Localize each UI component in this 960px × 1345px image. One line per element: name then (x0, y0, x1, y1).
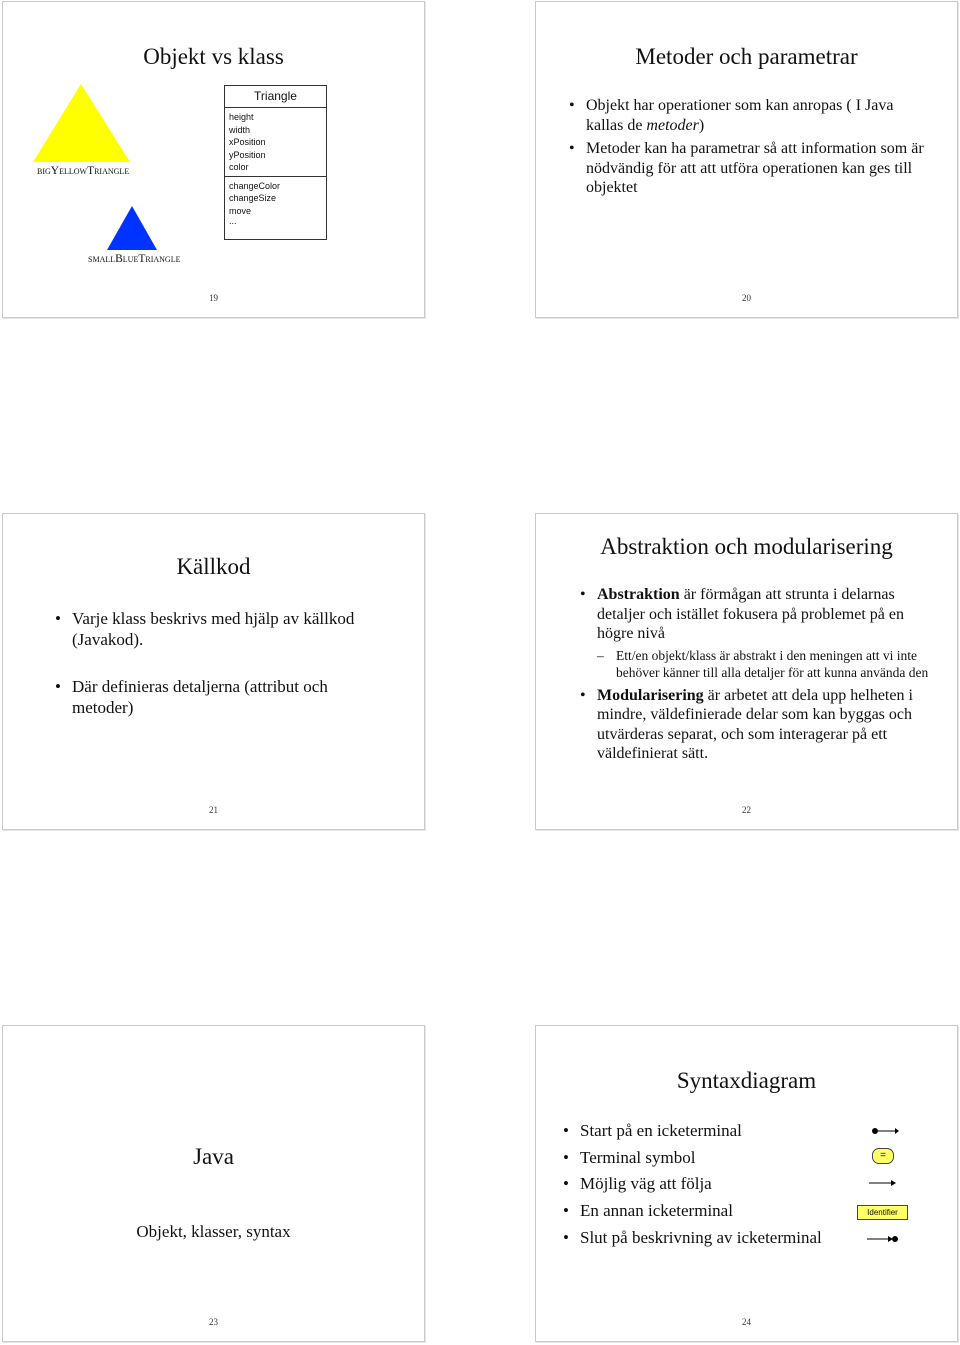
bullet-item: • Modularisering är arbetet att dela upp helheten i mindre, väldefinierade delar som kan byggas och utvärderas separat, och som interagerar på ett väldefinierat sätt. (580, 686, 942, 764)
slide-title: Metoder och parametrar (635, 44, 858, 69)
slide-20 (535, 1, 958, 318)
bullet-item: • Abstraktion är förmågan att strunta i delarnas detaljer och istället fokusera på problemet på en högre nivå (580, 585, 942, 644)
triangle-shapes (3, 2, 424, 317)
big-yellow-triangle (33, 84, 130, 162)
bullet-item: • Metoder kan ha parametrar så att information som är nödvändig för att att utföra operationen kan ges till objektet (569, 139, 929, 198)
bullet-list (563, 1121, 863, 1249)
uml-attribute: height (229, 112, 254, 122)
slide-title: Abstraktion och modularisering (600, 534, 893, 559)
end-nonterminal-icon (867, 1233, 901, 1245)
nonterminal-box-icon: Identifier (857, 1205, 908, 1220)
bullet-list (580, 585, 942, 764)
small-blue-triangle (107, 206, 157, 250)
slide-title: Syntaxdiagram (676, 1068, 817, 1093)
sub-bullet-wrapper (580, 647, 942, 682)
uml-attribute: color (229, 162, 249, 172)
terminal-symbol-icon: = (872, 1148, 894, 1164)
bullet-item: • En annan icketerminal (563, 1201, 863, 1222)
bullet-item: • Slut på beskrivning av icketerminal (563, 1228, 863, 1249)
uml-method: move (229, 205, 252, 216)
uml-attribute: yPosition (229, 149, 266, 160)
slide-number: 23 (209, 1317, 218, 1327)
slide-subtitle: Objekt, klasser, syntax (136, 1222, 291, 1241)
start-nonterminal-icon (870, 1124, 900, 1138)
slide-24 (535, 1025, 958, 1342)
slide-19 (2, 1, 425, 318)
path-arrow-icon (869, 1178, 897, 1188)
uml-methods (225, 176, 326, 228)
bullet-item: • Terminal symbol (563, 1148, 863, 1169)
slide-number: 24 (742, 1317, 751, 1327)
slide-21 (2, 513, 425, 830)
uml-attribute: width (229, 124, 251, 135)
sub-bullet-item: – Ett/en objekt/klass är abstrakt i den meningen att vi inte behöver känner till alla detaljer för att kunna använda den (597, 647, 942, 682)
bullet-list (569, 96, 929, 198)
slide-title: Objekt vs klass (143, 44, 284, 69)
bullet-item: • Varje klass beskrivs med hjälp av källkod (Javakod). (55, 609, 385, 650)
small-blue-triangle-label: smallBlueTriangle (88, 253, 181, 265)
slide-number: 20 (742, 293, 751, 303)
big-yellow-triangle-label: bigYellowTriangle (37, 165, 130, 177)
uml-method: changeColor (229, 180, 281, 191)
uml-attribute: xPosition (229, 137, 266, 147)
slide-title: Java (193, 1144, 234, 1169)
slide-number: 21 (209, 805, 218, 815)
uml-class-box (224, 85, 327, 240)
uml-method: ... (229, 216, 237, 226)
slide-number: 22 (742, 805, 751, 815)
bullet-item: • Möjlig väg att följa (563, 1174, 863, 1195)
slide-title: Källkod (176, 554, 251, 579)
slide-23 (2, 1025, 425, 1342)
bullet-item: • Objekt har operationer som kan anropas ( I Java kallas de metoder) (569, 96, 929, 135)
slide-22 (535, 513, 958, 830)
bullet-item: • Start på en icketerminal (563, 1121, 863, 1142)
slide-number: 19 (209, 293, 218, 303)
bullet-item: • Där definieras detaljerna (attribut och metoder) (55, 677, 385, 718)
uml-method: changeSize (229, 193, 277, 203)
bullet-list (55, 609, 385, 719)
uml-attributes (225, 108, 326, 176)
uml-class-name: Triangle (225, 86, 326, 108)
